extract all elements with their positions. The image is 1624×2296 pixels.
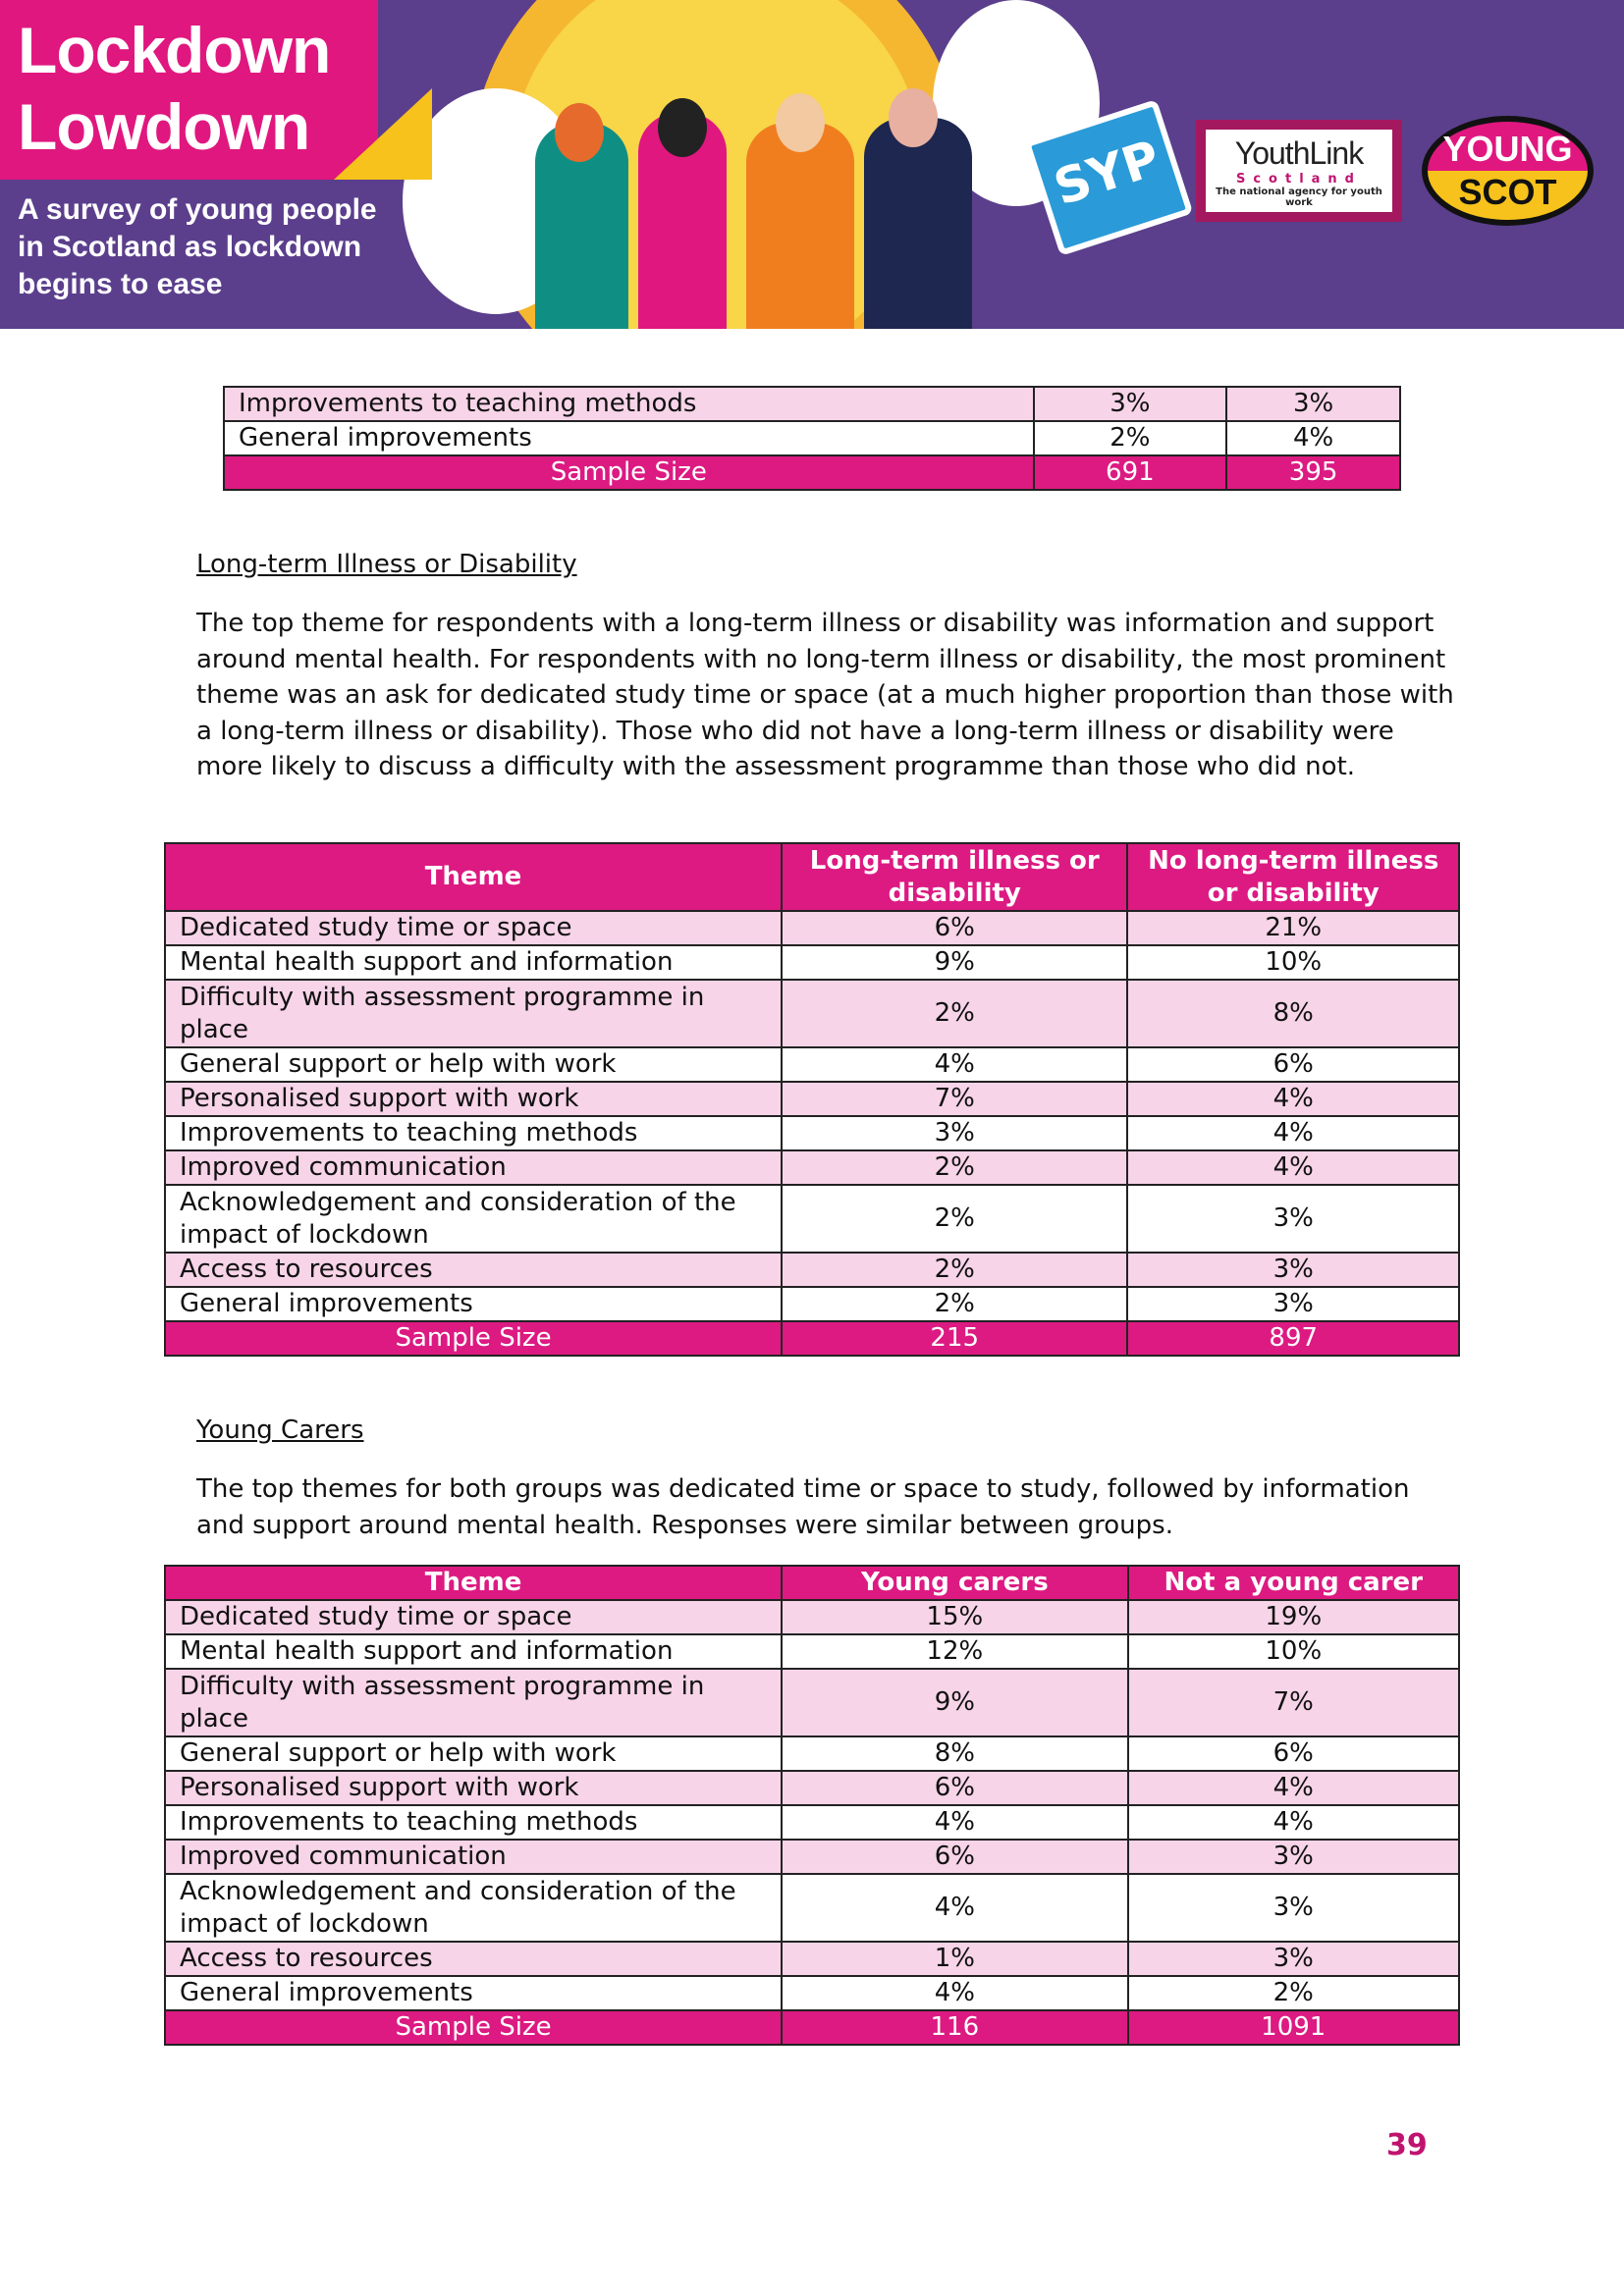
sample-size-value: 1091 xyxy=(1128,2010,1459,2045)
theme-cell: General support or help with work xyxy=(165,1736,782,1771)
table-row xyxy=(165,1082,1459,1116)
value-cell: 6% xyxy=(782,911,1127,945)
column-header: No long-term illness or disability xyxy=(1127,843,1459,911)
sample-size-label: Sample Size xyxy=(165,1321,782,1356)
column-header: Long-term illness or disability xyxy=(782,843,1127,911)
value-cell: 19% xyxy=(1128,1600,1459,1634)
column-header: Young carers xyxy=(782,1566,1127,1600)
value-cell: 3% xyxy=(1128,1942,1459,1976)
value-cell: 8% xyxy=(782,1736,1127,1771)
person-illustration xyxy=(864,118,972,329)
value-cell: 8% xyxy=(1127,980,1459,1047)
theme-cell: Improved communication xyxy=(165,1150,782,1185)
value-cell: 3% xyxy=(1128,1874,1459,1942)
value-cell: 4% xyxy=(1128,1805,1459,1840)
sample-size-label: Sample Size xyxy=(224,455,1034,490)
value-cell: 21% xyxy=(1127,911,1459,945)
theme-cell: Improvements to teaching methods xyxy=(165,1805,782,1840)
table-row xyxy=(165,980,1459,1047)
page-number: 39 xyxy=(1386,2128,1428,2163)
table-row xyxy=(165,1634,1459,1669)
person-head xyxy=(889,88,938,147)
value-cell: 4% xyxy=(1128,1771,1459,1805)
sample-size-label: Sample Size xyxy=(165,2010,782,2045)
sample-size-value: 116 xyxy=(782,2010,1127,2045)
value-cell: 2% xyxy=(782,1185,1127,1253)
youthlink-sub: Scotland xyxy=(1235,172,1362,187)
theme-cell: General improvements xyxy=(165,1976,782,2010)
table-row xyxy=(165,1669,1459,1736)
theme-cell: Mental health support and information xyxy=(165,945,782,980)
value-cell: 4% xyxy=(782,1874,1127,1942)
table-row xyxy=(165,1976,1459,2010)
theme-cell: Access to resources xyxy=(165,1942,782,1976)
value-cell: 3% xyxy=(1034,387,1227,421)
theme-cell: Acknowledgement and consideration of the impact of lockdown xyxy=(165,1874,782,1942)
table-row xyxy=(224,421,1400,455)
value-cell: 2% xyxy=(782,1150,1127,1185)
table-row xyxy=(165,1185,1459,1253)
report-subtitle: A survey of young people in Scotland as lockdown begins to ease xyxy=(18,193,377,300)
column-header: Not a young carer xyxy=(1128,1566,1459,1600)
value-cell: 4% xyxy=(782,1805,1127,1840)
theme-cell: General support or help with work xyxy=(165,1047,782,1082)
table-row xyxy=(165,1150,1459,1185)
sample-size-value: 395 xyxy=(1226,455,1400,490)
youthlink-tagline: The national agency for youth work xyxy=(1216,187,1382,208)
value-cell: 6% xyxy=(1127,1047,1459,1082)
value-cell: 4% xyxy=(1226,421,1400,455)
value-cell: 7% xyxy=(782,1082,1127,1116)
theme-cell: Dedicated study time or space xyxy=(165,1600,782,1634)
value-cell: 3% xyxy=(782,1116,1127,1150)
youngscot-logo xyxy=(1422,116,1594,226)
theme-cell: Acknowledgement and consideration of the impact of lockdown xyxy=(165,1185,782,1253)
value-cell: 2% xyxy=(782,1287,1127,1321)
person-head xyxy=(658,98,707,157)
value-cell: 3% xyxy=(1127,1287,1459,1321)
value-cell: 10% xyxy=(1127,945,1459,980)
table-row xyxy=(165,945,1459,980)
sample-size-value: 691 xyxy=(1034,455,1227,490)
report-banner xyxy=(0,0,1624,329)
youngscot-line-1: YOUNG xyxy=(1442,129,1573,169)
value-cell: 4% xyxy=(782,1047,1127,1082)
section-paragraph-carers: The top themes for both groups was dedicated time or space to study, followed by information and support around mental health. Responses were similar between groups. xyxy=(196,1474,1410,1540)
sample-size-value: 215 xyxy=(782,1321,1127,1356)
illness-disability-table xyxy=(164,842,1460,1357)
table-row xyxy=(165,1600,1459,1634)
continued-results-table xyxy=(223,386,1401,491)
table-row xyxy=(165,1047,1459,1082)
theme-cell: Mental health support and information xyxy=(165,1634,782,1669)
section-heading-illness: Long-term Illness or Disability xyxy=(196,550,577,579)
theme-cell: Access to resources xyxy=(165,1253,782,1287)
value-cell: 4% xyxy=(1127,1150,1459,1185)
theme-cell: Improved communication xyxy=(165,1840,782,1874)
value-cell: 3% xyxy=(1128,1840,1459,1874)
column-header: Theme xyxy=(165,843,782,911)
table-row xyxy=(165,911,1459,945)
value-cell: 4% xyxy=(782,1976,1127,2010)
youthlink-name: YouthLink xyxy=(1234,135,1364,171)
youthlink-logo xyxy=(1196,120,1402,222)
young-carers-table xyxy=(164,1565,1460,2046)
value-cell: 2% xyxy=(782,980,1127,1047)
value-cell: 12% xyxy=(782,1634,1127,1669)
theme-cell: Personalised support with work xyxy=(165,1771,782,1805)
table-header-row xyxy=(165,1566,1459,1600)
theme-cell: General improvements xyxy=(165,1287,782,1321)
value-cell: 6% xyxy=(782,1771,1127,1805)
theme-cell: Dedicated study time or space xyxy=(165,911,782,945)
value-cell: 4% xyxy=(1127,1082,1459,1116)
theme-cell: Improvements to teaching methods xyxy=(224,387,1034,421)
value-cell: 7% xyxy=(1128,1669,1459,1736)
sample-size-row xyxy=(165,2010,1459,2045)
column-header: Theme xyxy=(165,1566,782,1600)
section-paragraph-illness: The top theme for respondents with a long-term illness or disability was information and support around mental health. For respondents with no long-term illness or disability, the most prominent theme was an ask for dedicated study time or space (at a much higher proportion than those with a long-term illness or disability). Those who did not have a long-term illness or disability were more likely to discuss a difficulty with the assessment programme than those who did not. xyxy=(196,609,1454,781)
section-heading-carers: Young Carers xyxy=(196,1415,364,1445)
value-cell: 10% xyxy=(1128,1634,1459,1669)
table-row xyxy=(165,1116,1459,1150)
report-title xyxy=(18,12,330,165)
table-header-row xyxy=(165,843,1459,911)
theme-cell: Difficulty with assessment programme in place xyxy=(165,980,782,1047)
table-row xyxy=(165,1253,1459,1287)
sample-size-row xyxy=(165,1321,1459,1356)
person-illustration xyxy=(746,123,854,329)
value-cell: 6% xyxy=(782,1840,1127,1874)
table-row xyxy=(165,1771,1459,1805)
value-cell: 1% xyxy=(782,1942,1127,1976)
person-head xyxy=(555,103,604,162)
table-row xyxy=(165,1840,1459,1874)
theme-cell: General improvements xyxy=(224,421,1034,455)
value-cell: 15% xyxy=(782,1600,1127,1634)
table-row xyxy=(165,1287,1459,1321)
table-row xyxy=(165,1805,1459,1840)
value-cell: 2% xyxy=(1128,1976,1459,2010)
value-cell: 4% xyxy=(1127,1116,1459,1150)
person-head xyxy=(776,93,825,152)
value-cell: 3% xyxy=(1127,1253,1459,1287)
syp-logo: SYP xyxy=(1024,99,1194,256)
table-row xyxy=(165,1942,1459,1976)
title-accent xyxy=(334,88,432,180)
value-cell: 2% xyxy=(782,1253,1127,1287)
value-cell: 6% xyxy=(1128,1736,1459,1771)
title-line-2: Lowdown xyxy=(18,90,310,163)
table-row xyxy=(165,1736,1459,1771)
youngscot-line-2: SCOT xyxy=(1458,172,1557,212)
table-row xyxy=(165,1874,1459,1942)
sample-size-row xyxy=(224,455,1400,490)
theme-cell: Difficulty with assessment programme in place xyxy=(165,1669,782,1736)
value-cell: 2% xyxy=(1034,421,1227,455)
value-cell: 9% xyxy=(782,945,1127,980)
title-line-1: Lockdown xyxy=(18,14,331,86)
value-cell: 9% xyxy=(782,1669,1127,1736)
table-row xyxy=(224,387,1400,421)
value-cell: 3% xyxy=(1226,387,1400,421)
value-cell: 3% xyxy=(1127,1185,1459,1253)
sample-size-value: 897 xyxy=(1127,1321,1459,1356)
theme-cell: Personalised support with work xyxy=(165,1082,782,1116)
theme-cell: Improvements to teaching methods xyxy=(165,1116,782,1150)
